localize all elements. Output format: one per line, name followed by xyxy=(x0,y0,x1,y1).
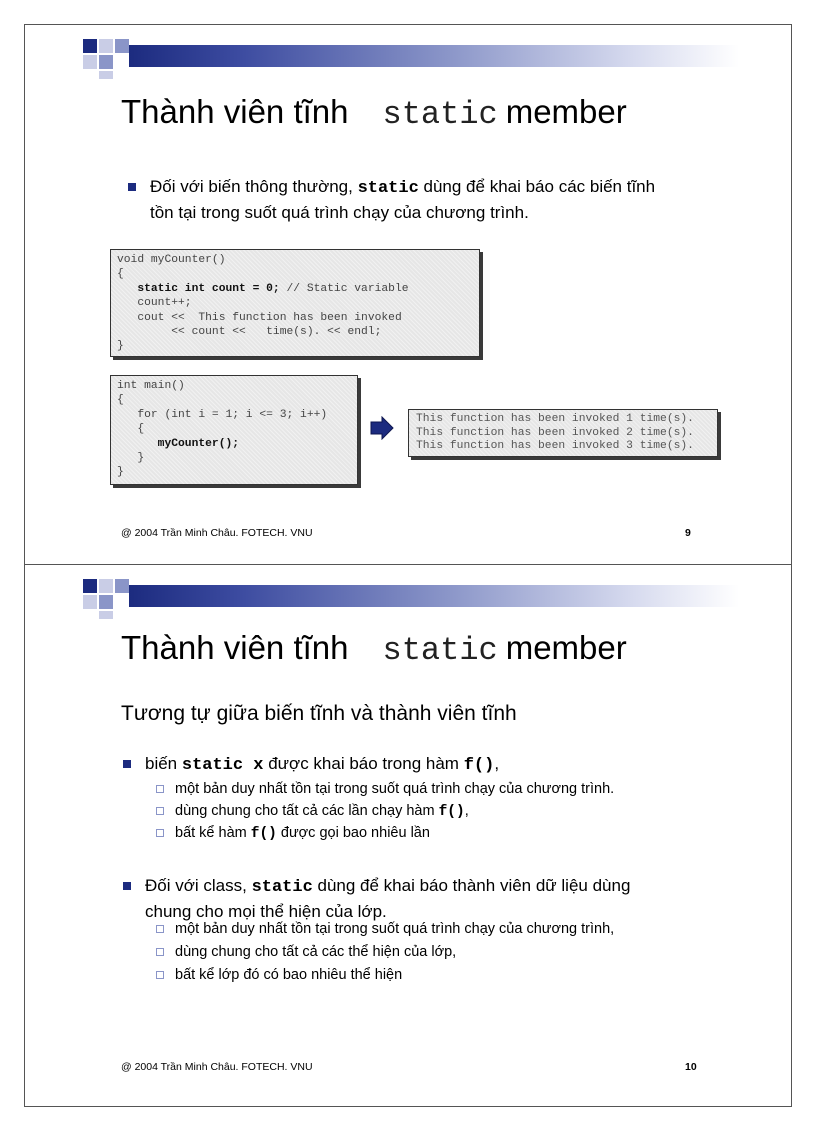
slide-footer: @ 2004 Trần Minh Châu. FOTECH. VNU xyxy=(121,1061,313,1073)
code-line: { xyxy=(117,423,145,436)
deco-square xyxy=(99,39,113,53)
bullet-text: được khai báo trong hàm xyxy=(263,754,464,773)
code-line: } xyxy=(117,466,124,479)
output-line: This function has been invoked 3 time(s). xyxy=(416,440,694,452)
bullet-line: tồn tại trong suốt quá trình chạy của chương trình. xyxy=(150,203,529,222)
title-tail: member xyxy=(505,629,627,666)
square-bullet-icon xyxy=(123,882,131,890)
bullet-text: , xyxy=(494,754,500,773)
title-code: static xyxy=(382,96,498,133)
code-bold: myCounter(); xyxy=(117,437,240,450)
deco-square xyxy=(99,611,113,619)
code-line xyxy=(117,282,479,296)
code-line: for (int i = 1; i <= 3; i++) xyxy=(117,408,328,421)
sub-bullet-text: , xyxy=(464,803,469,819)
code-bold: static int count = 0; xyxy=(117,282,280,295)
sub-bullet-code: f() xyxy=(438,804,465,820)
bullet-text: Đối với class, xyxy=(145,876,252,895)
deco-square xyxy=(83,595,97,609)
deco-square xyxy=(115,579,129,593)
sub-bullet-item xyxy=(175,801,469,823)
code-line: { xyxy=(117,394,124,407)
sub-bullet-item xyxy=(175,919,614,940)
slide-title xyxy=(121,93,627,133)
bullet-text: biến xyxy=(145,754,182,773)
square-bullet-icon xyxy=(128,183,136,191)
deco-square xyxy=(115,39,129,53)
bullet-item xyxy=(150,175,750,225)
slide-footer: @ 2004 Trần Minh Châu. FOTECH. VNU xyxy=(121,527,313,539)
bullet-code: static x xyxy=(181,756,264,775)
slide-subtitle: Tương tự giữa biến tĩnh và thành viên tĩnh xyxy=(121,702,517,725)
bullet-line xyxy=(150,175,750,201)
sub-bullet-text: bất kể hàm xyxy=(175,825,251,841)
code-line: void myCounter() xyxy=(117,254,226,266)
bullet-item xyxy=(145,874,755,924)
title-gradient-bar xyxy=(129,45,739,67)
square-bullet-icon xyxy=(123,760,131,768)
title-decoration xyxy=(83,579,747,619)
sub-bullet-text: dùng chung cho tất cả các lần chạy hàm xyxy=(175,803,439,819)
output-line: This function has been invoked 2 time(s). xyxy=(416,426,694,439)
sub-bullet-text: một bản duy nhất tồn tại trong suốt quá trình chạy của chương trình, xyxy=(175,921,615,937)
deco-square xyxy=(99,579,113,593)
code-comment: // Static variable xyxy=(279,282,409,295)
code-line: { xyxy=(117,268,124,281)
bullet-line: chung cho mọi thể hiện của lớp. xyxy=(145,902,387,921)
code-line: int main() xyxy=(117,380,185,392)
bullet-code: f() xyxy=(463,756,495,775)
bullet-code: static xyxy=(251,878,313,897)
sub-bullet-item xyxy=(175,965,402,986)
page-number: 9 xyxy=(685,527,691,539)
deco-square xyxy=(99,595,113,609)
sub-bullet-code: f() xyxy=(250,826,277,842)
code-line: count++; xyxy=(117,297,192,310)
code-line: << count << time(s). << endl; xyxy=(117,325,382,338)
title-tail: member xyxy=(505,93,627,130)
code-block-mycounter xyxy=(110,249,480,357)
sub-bullet-item xyxy=(175,779,614,800)
arrow-right-icon xyxy=(370,416,394,440)
sub-bullet-item xyxy=(175,942,456,963)
code-line xyxy=(117,437,357,451)
output-line: This function has been invoked 1 time(s). xyxy=(416,413,694,425)
deco-square xyxy=(99,55,113,69)
sub-bullet-text: một bản duy nhất tồn tại trong suốt quá trình chạy của chương trình. xyxy=(175,781,615,797)
deco-square xyxy=(83,39,97,53)
title-text: Thành viên tĩnh xyxy=(121,93,349,130)
bullet-line xyxy=(145,874,755,900)
bullet-text: Đối với biến thông thường, xyxy=(150,177,358,196)
hollow-square-bullet-icon xyxy=(156,807,164,815)
code-block-main xyxy=(110,375,358,485)
code-line: } xyxy=(117,340,124,353)
sub-bullet-text: bất kể lớp đó có bao nhiêu thể hiện xyxy=(175,967,403,983)
deco-square xyxy=(99,71,113,79)
bullet-item xyxy=(145,752,745,778)
slide-10 xyxy=(24,564,792,1107)
title-gradient-bar xyxy=(129,585,739,607)
sub-bullet-item xyxy=(175,823,430,845)
title-code: static xyxy=(382,632,498,669)
sub-bullet-text: dùng chung cho tất cả các thể hiện của lớp, xyxy=(175,944,457,960)
bullet-code: static xyxy=(357,179,419,198)
page-number: 10 xyxy=(685,1061,697,1073)
sub-bullet-text: được gọi bao nhiêu lần xyxy=(276,825,430,841)
bullet-text: dùng để khai báo các biến tĩnh xyxy=(418,177,656,196)
hollow-square-bullet-icon xyxy=(156,829,164,837)
code-line: cout << This function has been invoked xyxy=(117,311,402,324)
code-line: } xyxy=(117,451,145,464)
title-decoration xyxy=(83,39,747,79)
slide-9 xyxy=(24,24,792,567)
deco-square xyxy=(83,55,97,69)
title-text: Thành viên tĩnh xyxy=(121,629,349,666)
hollow-square-bullet-icon xyxy=(156,925,164,933)
bullet-text: dùng để khai báo thành viên dữ liệu dùng xyxy=(312,876,631,895)
deco-square xyxy=(83,579,97,593)
program-output xyxy=(408,409,718,457)
slide-title xyxy=(121,629,627,669)
bullet-line xyxy=(145,752,745,778)
hollow-square-bullet-icon xyxy=(156,785,164,793)
hollow-square-bullet-icon xyxy=(156,971,164,979)
hollow-square-bullet-icon xyxy=(156,948,164,956)
